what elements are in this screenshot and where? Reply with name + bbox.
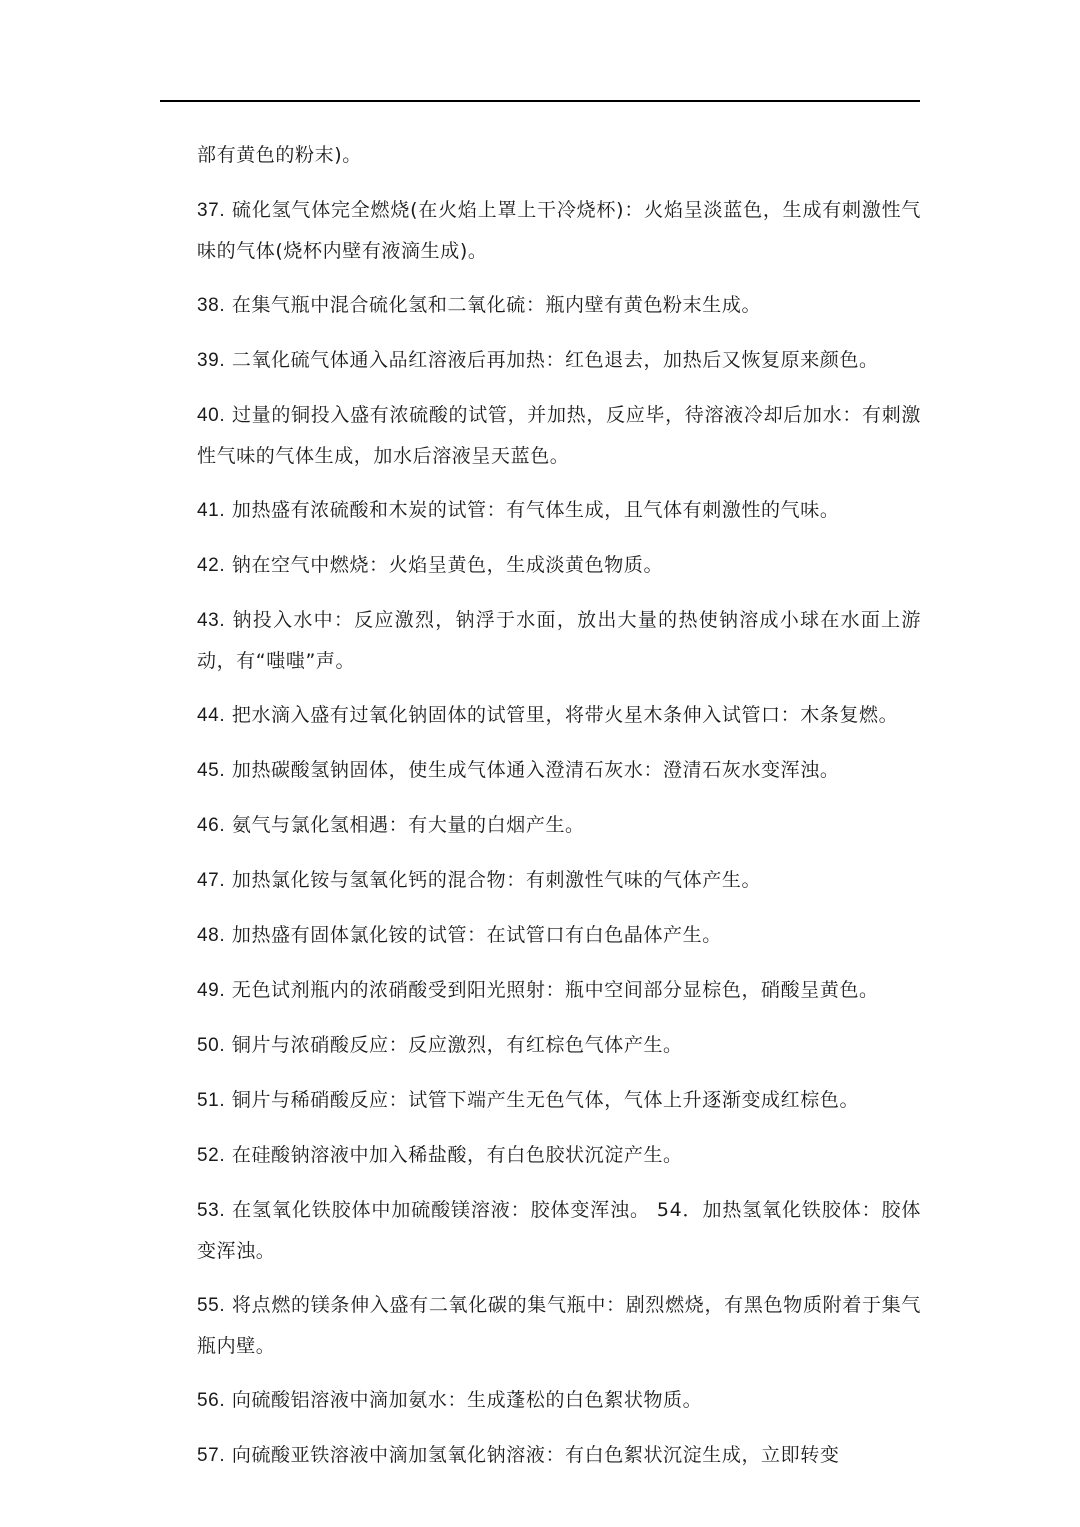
list-item — [197, 1135, 921, 1176]
item-text: 加热碳酸氢钠固体，使生成气体通入澄清石灰水：澄清石灰水变浑浊。 — [231, 759, 840, 781]
item-number: 53. — [197, 1200, 226, 1221]
item-text: 在硅酸钠溶液中加入稀盐酸，有白色胶状沉淀产生。 — [231, 1144, 683, 1166]
item-text: 将点燃的镁条伸入盛有二氧化碳的集气瓶中：剧烈燃烧，有黑色物质附着于集气瓶内壁。 — [197, 1294, 921, 1357]
document-body — [197, 135, 921, 1490]
item-text: 把水滴入盛有过氧化钠固体的试管里，将带火星木条伸入试管口：木条复燃。 — [231, 704, 899, 726]
list-item — [197, 1285, 921, 1366]
item-text: 在集气瓶中混合硫化氢和二氧化硫：瓶内壁有黄色粉末生成。 — [231, 294, 762, 316]
list-item — [197, 600, 921, 681]
item-text: 钠投入水中：反应激烈，钠浮于水面，放出大量的热使钠溶成小球在水面上游动，有“嗤嗤”声。 — [197, 609, 921, 672]
item-number: 42. — [197, 555, 226, 576]
list-item — [197, 915, 921, 956]
item-number: 38. — [197, 295, 226, 316]
item-text: 向硫酸亚铁溶液中滴加氢氧化钠溶液：有白色絮状沉淀生成，立即转变 — [231, 1444, 840, 1466]
list-item — [197, 135, 921, 176]
item-number: 57. — [197, 1445, 226, 1466]
item-number: 56. — [197, 1390, 226, 1411]
list-item — [197, 970, 921, 1011]
list-item — [197, 1380, 921, 1421]
item-number: 47. — [197, 870, 226, 891]
list-item — [197, 545, 921, 586]
item-number: 43. — [197, 610, 226, 631]
item-number: 52. — [197, 1145, 226, 1166]
item-text: 加热氯化铵与氢氧化钙的混合物：有刺激性气味的气体产生。 — [231, 869, 762, 891]
item-text: 加热盛有浓硫酸和木炭的试管：有气体生成，且气体有刺激性的气味。 — [231, 499, 840, 521]
list-item — [197, 1025, 921, 1066]
item-text: 钠在空气中燃烧：火焰呈黄色，生成淡黄色物质。 — [231, 554, 664, 576]
item-number: 49. — [197, 980, 226, 1001]
item-text: 铜片与浓硝酸反应：反应激烈，有红棕色气体产生。 — [231, 1034, 683, 1056]
item-text: 硫化氢气体完全燃烧(在火焰上罩上干冷烧杯)：火焰呈淡蓝色，生成有刺激性气味的气体(烧杯内壁有液滴生成)。 — [197, 199, 921, 262]
item-number: 44. — [197, 705, 226, 726]
item-text: 无色试剂瓶内的浓硝酸受到阳光照射：瓶中空间部分显棕色，硝酸呈黄色。 — [231, 979, 879, 1001]
item-number: 37. — [197, 200, 226, 221]
item-text: 铜片与稀硝酸反应：试管下端产生无色气体，气体上升逐渐变成红棕色。 — [231, 1089, 860, 1111]
list-item — [197, 1080, 921, 1121]
item-number: 50. — [197, 1035, 226, 1056]
list-item — [197, 340, 921, 381]
item-number: 48. — [197, 925, 226, 946]
item-number: 41. — [197, 500, 226, 521]
item-number: 45. — [197, 760, 226, 781]
list-item — [197, 860, 921, 901]
item-text: 二氧化硫气体通入品红溶液后再加热：红色退去，加热后又恢复原来颜色。 — [231, 349, 879, 371]
item-text: 加热盛有固体氯化铵的试管：在试管口有白色晶体产生。 — [231, 924, 722, 946]
item-number: 40. — [197, 405, 226, 426]
item-number: 51. — [197, 1090, 226, 1111]
item-text: 在氢氧化铁胶体中加硫酸镁溶液：胶体变浑浊。 54．加热氢氧化铁胶体：胶体变浑浊。 — [197, 1199, 921, 1262]
list-item — [197, 190, 921, 271]
list-item — [197, 1435, 921, 1476]
item-text: 向硫酸铝溶液中滴加氨水：生成蓬松的白色絮状物质。 — [231, 1389, 703, 1411]
item-text: 氨气与氯化氢相遇：有大量的白烟产生。 — [231, 814, 585, 836]
list-item — [197, 1190, 921, 1271]
item-number: 46. — [197, 815, 226, 836]
list-item — [197, 695, 921, 736]
list-item — [197, 750, 921, 791]
header-rule — [160, 100, 920, 102]
item-number: 39. — [197, 350, 226, 371]
list-item — [197, 490, 921, 531]
list-item — [197, 395, 921, 476]
item-text: 部有黄色的粉末)。 — [197, 144, 362, 166]
list-item — [197, 805, 921, 846]
item-number: 55. — [197, 1295, 226, 1316]
list-item — [197, 285, 921, 326]
item-text: 过量的铜投入盛有浓硫酸的试管，并加热，反应毕，待溶液冷却后加水：有刺激性气味的气体生成，加水后溶液呈天蓝色。 — [197, 404, 921, 467]
